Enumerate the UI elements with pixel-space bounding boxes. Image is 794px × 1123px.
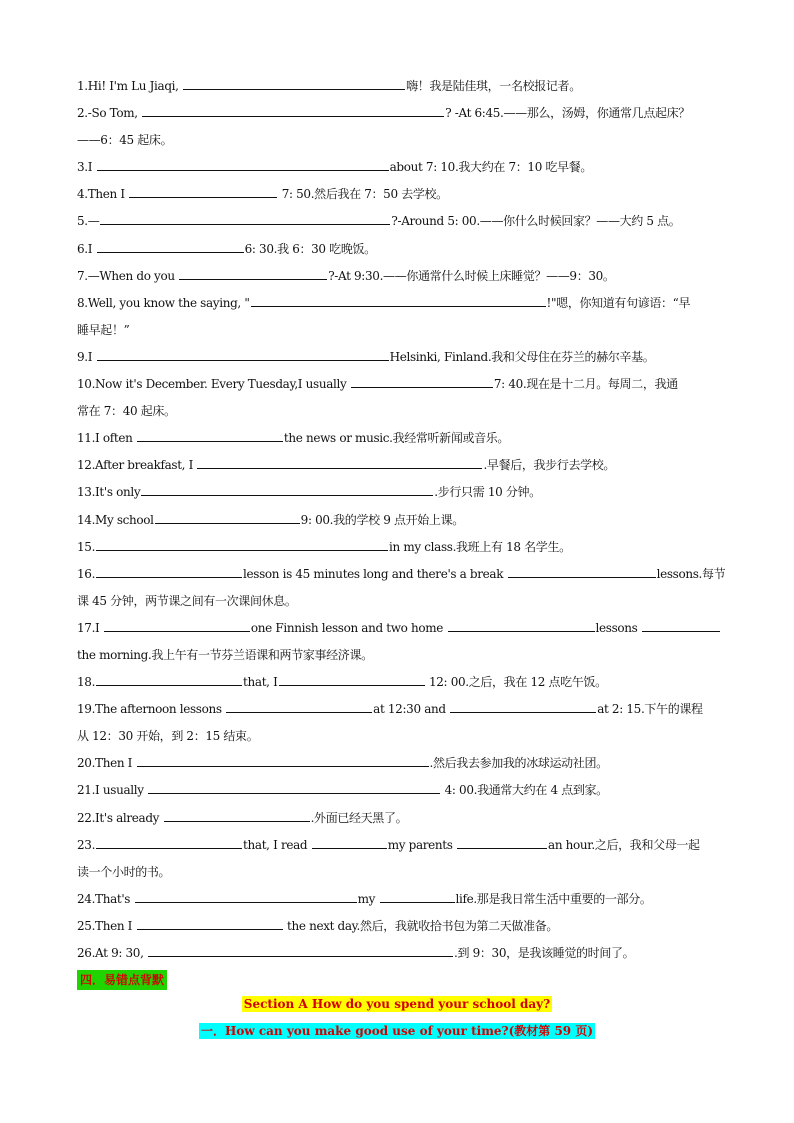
exercise-item [77, 940, 737, 967]
item-text: 3.I [77, 160, 96, 175]
exercise-item [77, 73, 737, 100]
item-text: 11.I often [77, 431, 136, 446]
exercise-item [77, 236, 737, 263]
item-text: ?-Around 5: 00.——你什么时候回家？——大约 5 点。 [391, 214, 681, 229]
answer-blank[interactable] [96, 673, 242, 686]
exercise-item [77, 615, 737, 642]
answer-blank[interactable] [448, 619, 595, 632]
answer-blank[interactable] [96, 836, 242, 849]
item-text: 9.I [77, 349, 96, 364]
exercise-item-continuation: the morning.我上午有一节芬兰语课和两节家事经济课。 [77, 647, 373, 662]
item-text: 12.After breakfast, I [77, 458, 197, 473]
fill-in-exercise [77, 73, 737, 967]
answer-blank[interactable] [642, 619, 720, 632]
exercise-item [77, 263, 737, 290]
section-heading-row [77, 997, 717, 1011]
item-text: one Finnish lesson and two home [250, 620, 447, 635]
answer-blank[interactable] [179, 267, 327, 280]
answer-blank[interactable] [100, 212, 390, 225]
exercise-item [77, 777, 737, 804]
exercise-item [77, 886, 737, 913]
item-text: ?-At 9:30.——你通常什么时候上床睡觉？——9：30。 [328, 268, 615, 283]
item-text: 18. [77, 675, 96, 690]
exercise-item [77, 181, 737, 208]
item-text: in my class.我班上有 18 名学生。 [389, 539, 571, 554]
item-text: 9: 00.我的学校 9 点开始上课。 [300, 512, 464, 527]
exercise-item-continuation: 从 12：30 开始，到 2：15 结束。 [77, 729, 259, 744]
answer-blank[interactable] [137, 429, 283, 442]
item-text: 7.—When do you [77, 268, 179, 283]
exercise-item [77, 832, 737, 859]
exercise-item-continuation: ——6：45 起床。 [77, 133, 173, 148]
item-text: 20.Then I [77, 756, 136, 771]
exercise-item [77, 371, 737, 398]
item-text: lesson is 45 minutes long and there's a break [243, 566, 507, 581]
answer-blank[interactable] [155, 511, 300, 524]
exercise-item [77, 805, 737, 832]
exercise-item [77, 913, 737, 940]
item-text: ? -At 6:45.——那么，汤姆，你通常几点起床？ [445, 106, 690, 121]
item-text: 19.The afternoon lessons [77, 702, 226, 717]
exercise-item [77, 750, 737, 777]
item-text: 16. [77, 566, 96, 581]
item-text: 10.Now it's December. Every Tuesday,I usually [77, 377, 350, 392]
exercise-item [77, 425, 737, 452]
item-text: my [357, 891, 379, 906]
item-text: .步行只需 10 分钟。 [434, 485, 541, 500]
item-text: 1.Hi! I'm Lu Jiaqi, [77, 79, 183, 93]
item-text: 17.I [77, 620, 103, 635]
exercise-item [77, 479, 737, 506]
answer-blank[interactable] [141, 483, 433, 496]
exercise-item [77, 507, 737, 534]
answer-blank[interactable] [279, 673, 425, 686]
section-tag-row [77, 969, 167, 990]
item-text: .早餐后，我步行去学校。 [483, 458, 616, 473]
item-text: at 2: 15.下午的课程 [597, 702, 703, 717]
item-text: my parents [387, 837, 457, 852]
answer-blank[interactable] [508, 565, 656, 578]
exercise-item [77, 100, 737, 127]
answer-blank[interactable] [97, 158, 389, 171]
item-text: the next day.然后，我就收拾书包为第二天做准备。 [283, 918, 559, 933]
item-text: 13.It's only [77, 485, 141, 500]
item-text: !"嗯，你知道有句谚语：“早 [546, 295, 691, 310]
item-text: 4.Then I [77, 187, 129, 202]
exercise-item-continuation: 常在 7：40 起床。 [77, 404, 176, 419]
item-text: 25.Then I [77, 918, 136, 933]
answer-blank[interactable] [135, 890, 357, 903]
item-text: 7: 50.然后我在 7：50 去学校。 [278, 187, 448, 202]
item-text: 24.That's [77, 891, 134, 906]
item-text: 5.— [77, 214, 100, 229]
item-text: 4: 00.我通常大约在 4 点到家。 [441, 783, 608, 798]
answer-blank[interactable] [450, 700, 596, 713]
item-text: 22.It's already [77, 810, 163, 825]
item-text: that, I [243, 675, 278, 690]
item-text: 8.Well, you know the saying, " [77, 295, 250, 310]
item-text: 2.-So Tom, [77, 106, 142, 121]
item-text: lessons.每节 [656, 566, 726, 581]
item-text: Helsinki, Finland.我和父母住在芬兰的赫尔辛基。 [389, 349, 655, 364]
answer-blank[interactable] [197, 456, 482, 469]
item-text: that, I read [243, 837, 311, 852]
item-text: 26.At 9: 30, [77, 946, 148, 960]
answer-blank[interactable] [251, 294, 546, 307]
section-tag: 四．易错点背默 [77, 970, 167, 990]
exercise-item [77, 290, 737, 317]
answer-blank[interactable] [351, 375, 493, 388]
item-text: lessons [595, 620, 641, 635]
item-text: 15. [77, 539, 96, 554]
item-text: the news or music.我经常听新闻或音乐。 [283, 431, 510, 446]
answer-blank[interactable] [142, 104, 444, 117]
item-text: at 12:30 and [373, 702, 450, 717]
item-text: an hour.之后，我和父母一起 [548, 837, 700, 852]
answer-blank[interactable] [96, 538, 388, 551]
item-text: 6.I [77, 241, 96, 256]
answer-blank[interactable] [226, 700, 372, 713]
item-text: 23. [77, 837, 96, 852]
exercise-item [77, 344, 737, 371]
item-text: life.那是我日常生活中重要的一部分。 [455, 891, 652, 906]
answer-blank[interactable] [129, 185, 277, 198]
exercise-item [77, 154, 737, 181]
exercise-item-continuation: 课 45 分钟，两节课之间有一次课间休息。 [77, 593, 297, 608]
section-heading: Section A How do you spend your school day? [243, 997, 551, 1011]
answer-blank[interactable] [137, 754, 429, 767]
answer-blank[interactable] [148, 944, 453, 957]
subsection-heading: 一．How can you make good use of your time?(教材第 59 页) [201, 1024, 593, 1038]
answer-blank[interactable] [183, 77, 405, 90]
exercise-item [77, 208, 737, 235]
answer-blank[interactable] [312, 836, 387, 849]
item-text: 7: 40.现在是十二月。每周二，我通 [493, 377, 678, 392]
item-text: 12: 00.之后，我在 12 点吃午饭。 [425, 675, 607, 690]
exercise-item-continuation: 睡早起！” [77, 322, 130, 337]
item-text: .外面已经天黑了。 [310, 810, 408, 825]
item-text: 嗨！我是陆佳琪，一名校报记者。 [406, 79, 581, 93]
exercise-item [77, 696, 737, 723]
answer-blank[interactable] [164, 809, 310, 822]
item-text: 14.My school [77, 512, 154, 527]
exercise-item [77, 561, 737, 588]
exercise-item [77, 534, 737, 561]
answer-blank[interactable] [97, 240, 244, 253]
answer-blank[interactable] [137, 917, 283, 930]
answer-blank[interactable] [148, 781, 440, 794]
exercise-item [77, 452, 737, 479]
answer-blank[interactable] [457, 836, 547, 849]
answer-blank[interactable] [104, 619, 250, 632]
answer-blank[interactable] [97, 348, 389, 361]
exercise-item-continuation: 读一个小时的书。 [77, 864, 171, 879]
item-text: about 7: 10.我大约在 7：10 吃早餐。 [389, 160, 593, 175]
item-text: .然后我去参加我的冰球运动社团。 [429, 756, 608, 771]
answer-blank[interactable] [96, 565, 242, 578]
item-text: .到 9：30，是我该睡觉的时间了。 [454, 946, 635, 960]
exercise-item [77, 669, 737, 696]
answer-blank[interactable] [380, 890, 455, 903]
item-text: 6: 30.我 6：30 吃晚饭。 [244, 241, 376, 256]
subsection-heading-row [77, 1022, 717, 1039]
item-text: 21.I usually [77, 783, 148, 798]
